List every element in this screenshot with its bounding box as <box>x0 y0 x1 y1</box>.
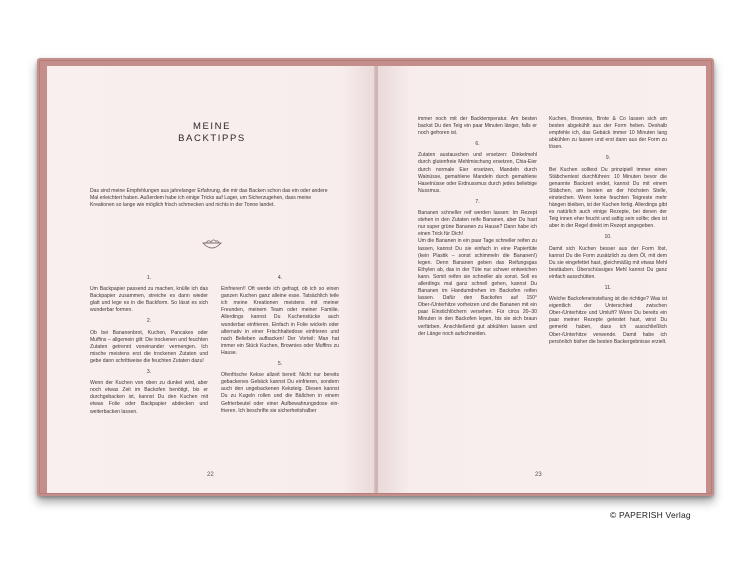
tip-number: 2. <box>146 318 152 325</box>
tip-text: Um Backpapier passend zu machen, knülle ich das Backpapier zusammen, streiche es dann wieder glatt und lege es in die Backform. So lässt es sich wunderbar formen. <box>90 286 208 314</box>
tip-text: Ob bei Bananenbrot, Kuchen, Pancakes oder Muffins – allgemein gilt: Die trockenen und feuchten Zutaten getrennt voneinander vermengen. Ich mische meistens erst die trockenen Zutaten und gebe dann schrittweise die feuchten Zutaten dazu! <box>90 329 208 364</box>
title-line-1: MEINE <box>192 121 232 132</box>
tip-number: 4. <box>277 275 283 281</box>
tip-text: Bei Kuchen solltest Du prinzipiell immer einen Stäbchentest durchführen: 10 Minuten bevor die genannte Backzeit endet, kannst Du mit einem Stäbchen, am besten an der höchsten Stelle, einstechen. Wenn keine feuchten Teigreste mehr hängen bleiben, ist der Kuchen fertig. Allerdings gibt es natürlich auch einige Rezepte, bei denen der Teig innen eher feucht und saftig sein sollte; dies ist aber in der Regel direkt im Rezept angegeben. <box>549 166 667 230</box>
tip-number: 10. <box>604 234 612 241</box>
tip-text: Bananen schneller reif werden lassen: Im Rezept stehen in den Zutaten reife Bananen, aber Du hast nur super grüne Bananen zu Hause? Dann habe ich einen Trick für Dich! <box>418 210 537 238</box>
tip-text: Welche Backofeneinstellung ist die richtige? Was ist eigentlich der Unterschied zwischen Ober-/Unterhitze und Umluft? Wenn Du bereits ein paar meiner Rezepte getestet hast, wirst Du gemerkt haben, dass ich ausschließlich Ober-/Unterhitze verwende. Damit habe ich persönlich bisher die besten Backergebnisse erzielt. <box>549 296 667 345</box>
tip-number: 6. <box>475 141 480 148</box>
tip-number: 9. <box>605 155 611 162</box>
tip-number: 1. <box>146 275 152 281</box>
tip-text: Wenn der Kuchen von oben zu dunkel wird, aber noch etwas Zeit im Backofen benötigt, bis er durchgebacken ist, kannst Du den Kuchen mit etwas Folie oder Backpapier abdecken und weiterbacken lassen. <box>90 380 208 415</box>
tip-text: Um die Bananen in ein paar Tage schneller reifen zu lassen, kannst Du sie einfach in eine Papiertüte (kein Plastik – sonst schimmeln die Bananen!) legen. Denn Bananen geben das Reifungsgas Ethylen ab, das in der Tüte nur schwer entweichen kann. Somit reifen sie schneller als sonst. Soll es allerdings mal ganz schnell gehen, kannst Du Bananen im Handumdrehen im Backofen reifen lassen. Dafür den Backofen auf 150° Ober-/Unterhitze vorheizen und die Bananen mit ein paar Einstichlöchern versehen. Für circa 20–30 Minuten in den Backofen legen, bis sie sich braun verfärben. Anschließend gut abkühlen lassen und der Länge noch aufschneiden. <box>418 238 537 337</box>
tip-text: Zutaten austauschen und ersetzen: Dinkelmehl durch glutenfreie Mehlmischung ersetzen, Chia-Eier durch normale Eier ersetzen, Mandeln durch Walnüsse, gemahlene Mandeln durch gemahlene Haselnüsse oder Erdnussmus durch jedes beliebige Nussmus. <box>418 152 537 194</box>
tip-text: Kuchen, Brownies, Brote & Co lassen sich am besten abgekühlt aus der Form heben. Deshalb empfehle ich, das Gebäck immer 10 Minuten lang abkühlen zu lassen und erst dann aus der Form zu lösen. <box>549 116 667 151</box>
right-page <box>378 66 706 493</box>
title-line-2: BACKTIPPS <box>178 133 246 144</box>
tip-number: 7. <box>475 198 480 205</box>
left-page <box>47 66 375 493</box>
tip-number: 5. <box>277 361 283 368</box>
left-column <box>418 116 537 338</box>
tip-text: immer noch mit der Backtemperatur. Am besten backst Du den Teig ein paar Minuten länger, falls er noch gefroren ist. <box>418 116 537 137</box>
left-column <box>90 275 208 416</box>
right-column <box>221 275 339 415</box>
tip-text: Einfrieren!! Oft werde ich gefragt, ob ich so einen ganzen Kuchen ganz alleine esse. Tatsächlich teile ich meine Kreationen meistens mit meiner Freunden, meinem Team oder meiner Familie. Allerdings kannst Du Kuchenstücke auch wunderbar einfrieren. Einfach in Folie wickeln oder alternativ in einer Frischhaltedose einfrieren und nach Belieben aufbacken! Der Vorteil: Man hat immer ein Stück Kuchen, Brownies oder Muffins zu Hause. <box>221 286 339 356</box>
intro-paragraph: Das sind meine Empfehlungen aus jahrelanger Erfahrung, die mir das Backen schon das ein oder andere Mal erleichtert haben. Außerdem habe ich einige Tricks auf Lager, um Sicherzugehen, dass meine Kreationen so lange wie möglich frisch schmecken und nichts in der Tonne landet. <box>90 188 328 209</box>
tip-number: 11. <box>604 284 612 291</box>
right-column <box>549 116 667 346</box>
page-title <box>167 121 257 145</box>
page-number: 22 <box>207 472 214 478</box>
tip-text: Ofenfrische Kekse allzeit bereit: Nicht nur bereits gebackenes Gebäck kannst Du einfrieren, sondern auch den ungebackenen Keksteig. Diesen kannst Du zu Kugeln rollen und die Bällchen in einem Gefrierbeutel oder einer Aufbewahrungsdose einfrieren. Ich beschrifte sie sicherheitshalber <box>221 372 339 414</box>
page-number: 23 <box>535 472 542 478</box>
tip-number: 3. <box>146 369 152 376</box>
publisher-credit: © PAPERISH Verlag <box>610 510 691 520</box>
tip-text: Damit sich Kuchen besser aus der Form löst, kannst Du die Form zusätzlich zu dem Öl, mit dem Du sie eingefettet hast, gleichmäßig mit etwas Mehl bestäuben. Überschüssiges Mehl kannst Du ganz einfach ausschütten. <box>549 245 667 280</box>
bowl-icon <box>201 237 223 251</box>
